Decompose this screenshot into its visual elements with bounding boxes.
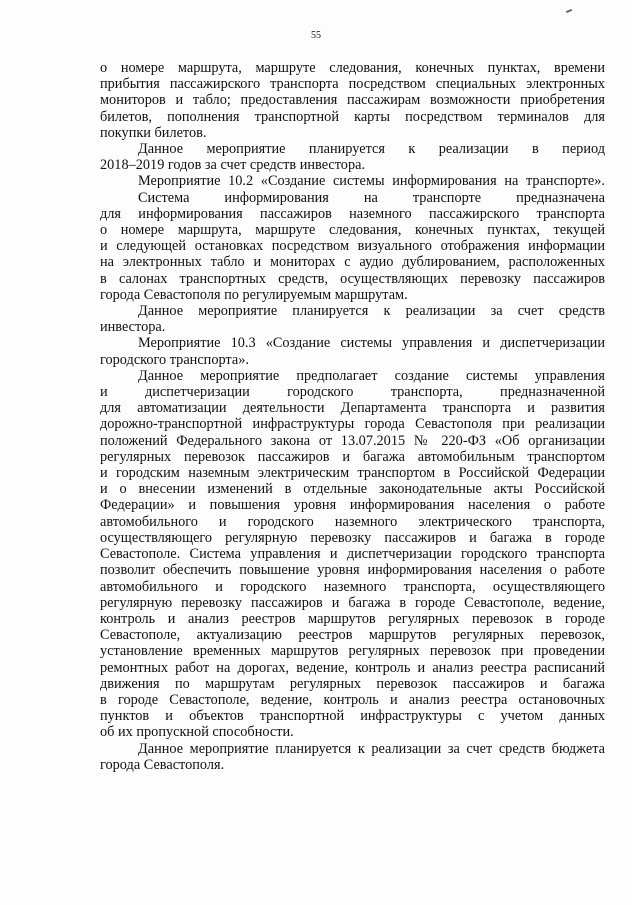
text-line: Мероприятие 10.3 «Создание системы управления и диспетчеризации [138,335,605,352]
text-line: покупки билетов. [100,124,207,141]
text-line: для автоматизации деятельности Департамента транспорта и развития [100,400,605,417]
text-line: положений Федерального закона от 13.07.2015 № 220-ФЗ «Об организации [100,432,605,449]
text-line: и о внесении изменений в отдельные законодательные акты Российской [100,481,605,498]
text-line: и диспетчеризации городского транспорта, предназначенной [100,384,605,401]
document-body [100,60,605,773]
text-line: города Севастополя по регулируемым маршрутам. [100,286,408,303]
text-line: и городским наземным электрическим транспортом в Российской Федерации [100,465,605,482]
text-line: позволит обеспечить повышение уровня информирования населения о работе [100,562,605,579]
text-line: регулярную перевозку пассажиров и багажа в городе Севастополе, ведение, [100,594,605,611]
text-line: Федерации» и повышения уровня информирования населения о работе [100,497,605,514]
text-line: установление временных маршрутов регулярных перевозок при проведении [100,643,605,660]
text-line: мониторов и табло; предоставления пассажирам возможности приобретения [100,92,605,109]
text-line: Система информирования на транспорте предназначена [138,189,605,206]
text-line: Севастополе. Система управления и диспетчеризации городского транспорта [100,546,605,563]
text-line: Данное мероприятие предполагает создание системы управления [138,367,605,384]
text-line: инвестора. [100,319,166,336]
text-line: Севастополе, актуализацию реестров маршрутов регулярных перевозок, [100,627,605,644]
text-line: города Севастополя. [100,756,225,773]
text-line: Мероприятие 10.2 «Создание системы информирования на транспорте». [138,173,605,190]
text-line: пунктов и объектов транспортной инфраструктуры с учетом данных [100,708,605,725]
page-number: 55 [311,30,321,41]
text-line: прибытия пассажирского транспорта посредством специальных электронных [100,76,605,93]
text-line: и следующей остановках посредством визуального отображения информации [100,238,605,255]
text-line: для информирования пассажиров наземного пассажирского транспорта [100,205,605,222]
text-line: ремонтных работ на дорогах, ведение, контроль и анализ реестра расписаний [100,659,605,676]
text-line: Данное мероприятие планируется к реализации в период [138,141,605,158]
text-line: городского транспорта». [100,351,249,368]
text-line: билетов, пополнения транспортной карты посредством терминалов для [100,108,605,125]
text-line: автомобильного и городского наземного транспорта, осуществляющего [100,578,605,595]
text-line: Данное мероприятие планируется к реализации за счет средств бюджета [138,740,605,757]
text-line: об их пропускной способности. [100,724,294,741]
text-line: в салонах транспортных средств, осуществляющих перевозку пассажиров [100,270,605,287]
text-line: движения по маршрутам регулярных перевозок пассажиров и багажа [100,675,605,692]
text-line: контроль и анализ реестров маршрутов регулярных перевозок в городе [100,610,605,627]
text-line: дорожно-транспортной инфраструктуры города Севастополя при реализации [100,416,605,433]
text-line: автомобильного и городского наземного электрического транспорта, [100,513,605,530]
text-line: о номере маршрута, маршруте следования, конечных пунктах, текущей [100,222,605,239]
scan-mark [566,9,572,13]
text-line: в городе Севастополе, ведение, контроль и анализ реестра остановочных [100,691,605,708]
text-line: 2018–2019 годов за счет средств инвестора. [100,157,366,174]
text-line: о номере маршрута, маршруте следования, конечных пунктах, времени [100,60,605,76]
text-line: Данное мероприятие планируется к реализации за счет средств [138,303,605,320]
text-line: на электронных табло и мониторах с аудио дублированием, расположенных [100,254,605,271]
text-line: осуществляющего регулярную перевозку пассажиров и багажа в городе [100,529,605,546]
text-line: регулярных перевозок пассажиров и багажа автомобильным транспортом [100,448,605,465]
